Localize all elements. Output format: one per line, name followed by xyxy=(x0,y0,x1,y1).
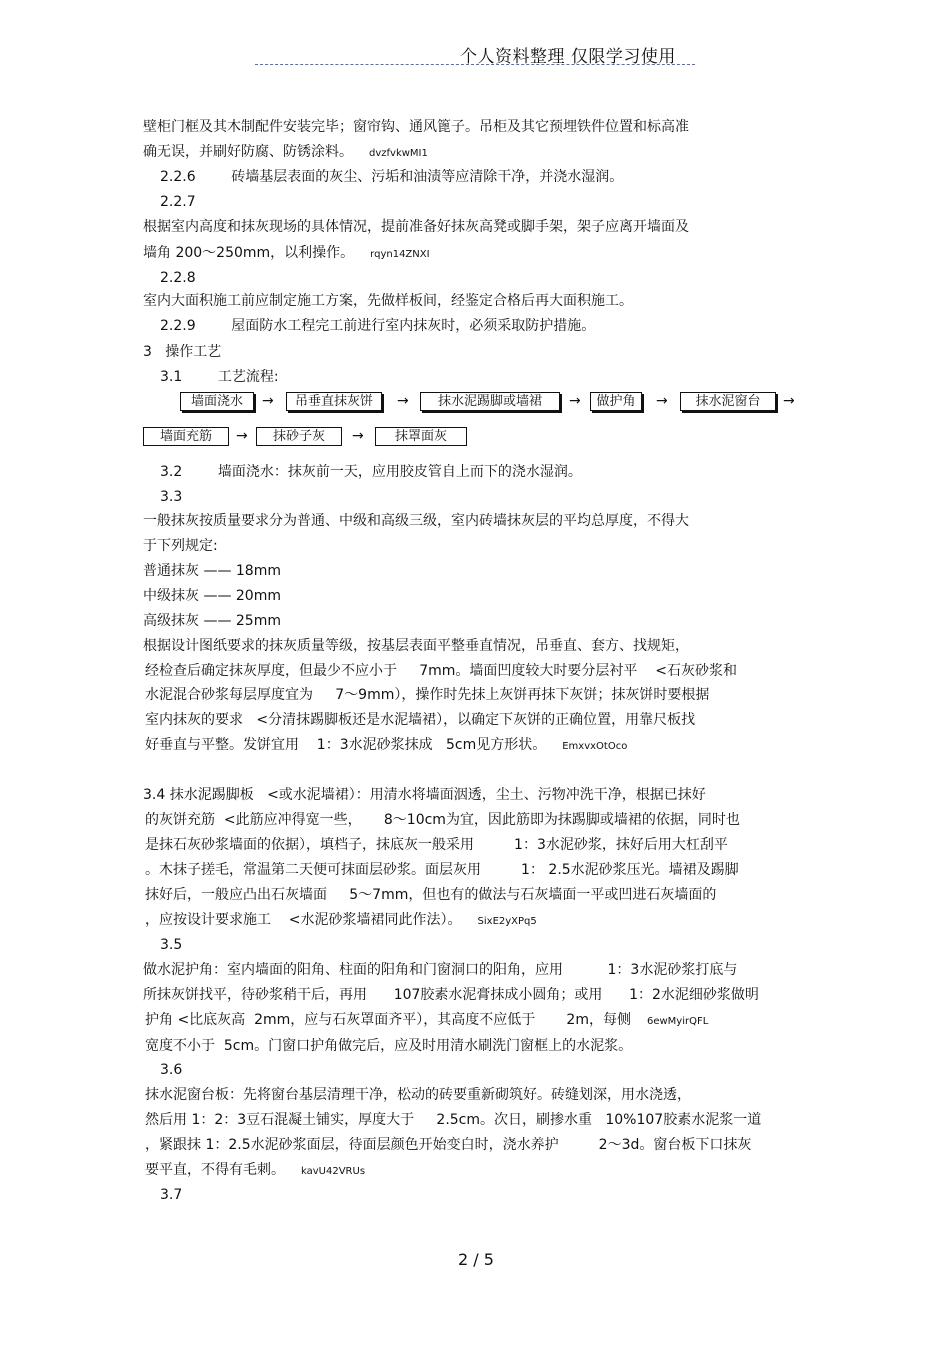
page-header: 个人资料整理 仅限学习使用 xyxy=(460,47,676,67)
line-text: 3.3 xyxy=(160,489,183,505)
text-line xyxy=(145,1037,632,1055)
line-text: 2.2.7 xyxy=(160,194,196,210)
text-line xyxy=(145,886,716,904)
line-text: 根据设计图纸要求的抹灰质量等级，按基层表面平整垂直情况，吊垂直、套方、找规矩， xyxy=(143,638,689,654)
line-text: 的灰饼充筋 <此筋应冲得宽一些， 8～10cm为宜，因此筋即为抹踢脚或墙裙的依据，同时也 xyxy=(145,812,740,828)
line-text: 根据室内高度和抹灰现场的具体情况，提前准备好抹灰高凳或脚手架，架子应离开墙面及 xyxy=(143,219,689,235)
line-text: 抹好后，一般应凸出石灰墙面 5～7mm，但也有的做法与石灰墙面一平或凹进石灰墙面的 xyxy=(145,887,717,903)
line-text: 2.2.9 屋面防水工程完工前进行室内抹灰时，必须采取防护措施。 xyxy=(160,318,596,334)
text-line xyxy=(145,911,537,931)
text-line xyxy=(145,861,739,879)
header-underline xyxy=(255,64,695,65)
line-text: 3 操作工艺 xyxy=(143,344,222,360)
doc-code: dvzfvkwMI1 xyxy=(369,148,428,159)
text-line xyxy=(160,368,279,386)
line-text: 2.2.6 砖墙基层表面的灰尘、污垢和油渍等应清除干净，并浇水湿润。 xyxy=(160,169,624,185)
flow-step-2: 吊垂直抹灰饼 xyxy=(286,392,382,411)
line-text: 普通抹灰 —— 18mm xyxy=(143,563,281,579)
doc-code: rqyn14ZNXI xyxy=(370,249,430,260)
text-line xyxy=(160,1186,182,1204)
text-line xyxy=(160,168,623,186)
flow-step-6: 墙面充筋 xyxy=(143,427,229,446)
text-line xyxy=(143,244,430,264)
flow-step-3: 抹水泥踢脚或墙裙 xyxy=(420,392,560,411)
line-text: 然后用 1：2：3豆石混凝土铺实，厚度大于 2.5cm。次日，刷掺水重 10%107胶素水泥浆一道 xyxy=(145,1112,762,1128)
line-text: 经检查后确定抹灰厚度，但最少不应小于 7mm。墙面凹度较大时要分层衬平 <石灰砂浆和 xyxy=(145,663,737,679)
text-line xyxy=(143,786,706,804)
line-text: 室内大面积施工前应制定施工方案，先做样板间，经鉴定合格后再大面积施工。 xyxy=(143,293,633,309)
text-line xyxy=(160,463,582,481)
flow-arrow: → xyxy=(783,393,795,409)
line-text: 是抹石灰砂浆墙面的依据），填档子，抹底灰一般采用 1：3水泥砂浆，抹好后用大杠刮平 xyxy=(145,837,728,853)
flow-arrow: → xyxy=(352,428,364,444)
line-text: 要平直，不得有毛刺。 xyxy=(145,1162,285,1178)
line-text: 3.1 工艺流程: xyxy=(160,369,279,385)
text-line xyxy=(160,269,196,287)
line-text: 高级抹灰 —— 25mm xyxy=(143,613,281,629)
flow-step-5: 抹水泥窗台 xyxy=(680,392,776,411)
text-line xyxy=(145,1111,761,1129)
text-line xyxy=(160,936,182,954)
line-text: 墙角 200～250mm，以利操作。 xyxy=(143,245,355,261)
line-text: 护角 <比底灰高 2mm，应与石灰罩面齐平），其高度不应低于 2m，每侧 xyxy=(145,1012,631,1028)
text-line xyxy=(145,1136,751,1154)
line-text: 2.2.8 xyxy=(160,270,196,286)
doc-code: SixE2yXPq5 xyxy=(477,916,537,927)
line-text: 室内抹灰的要求 <分清抹踢脚板还是水泥墙裙），以确定下灰饼的正确位置，用靠尺板找 xyxy=(145,712,696,728)
text-line xyxy=(160,488,182,506)
text-line xyxy=(143,986,759,1004)
text-line xyxy=(143,218,689,236)
flow-arrow: → xyxy=(262,393,274,409)
flow-step-4: 做护角 xyxy=(590,392,642,411)
line-text: 3.2 墙面浇水：抹灰前一天，应用胶皮管自上而下的浇水湿润。 xyxy=(160,464,582,480)
flow-step-1: 墙面浇水 xyxy=(180,392,254,411)
flow-arrow: → xyxy=(569,393,581,409)
text-line xyxy=(143,961,737,979)
text-line xyxy=(143,118,689,136)
flow-arrow: → xyxy=(236,428,248,444)
flow-arrow: → xyxy=(397,393,409,409)
text-line xyxy=(143,637,689,655)
text-line xyxy=(143,292,633,310)
text-line xyxy=(160,317,595,335)
text-line xyxy=(160,1061,182,1079)
line-text: 确无误，并刷好防腐、防锈涂料。 xyxy=(143,144,353,160)
text-line xyxy=(143,562,281,580)
text-line xyxy=(145,662,737,680)
text-line xyxy=(145,711,695,729)
line-text: 水泥混合砂浆每层厚度宜为 7～9mm），操作时先抹上灰饼再抹下灰饼；抹灰饼时要根据 xyxy=(145,687,710,703)
text-line xyxy=(160,193,196,211)
line-text: 3.7 xyxy=(160,1187,183,1203)
line-text: ，紧跟抹 1：2.5水泥砂浆面层，待面层颜色开始变白时，浇水养护 2～3d。窗台板下口抹灰 xyxy=(145,1137,752,1153)
flow-step-7: 抹砂子灰 xyxy=(256,427,342,446)
text-line xyxy=(145,686,709,704)
doc-code: kavU42VRUs xyxy=(301,1166,366,1177)
flow-step-8: 抹罩面灰 xyxy=(375,427,467,446)
text-line xyxy=(143,587,281,605)
text-line xyxy=(143,512,689,530)
text-line xyxy=(145,1161,365,1181)
line-text: ，应按设计要求施工 <水泥砂浆墙裙同此作法）。 xyxy=(145,912,462,928)
text-line xyxy=(145,1086,691,1104)
line-text: 3.4 抹水泥踢脚板 <或水泥墙裙）：用清水将墙面洇透，尘土、污物冲洗干净，根据已抹好 xyxy=(143,787,706,803)
text-line xyxy=(145,1011,708,1031)
line-text: 中级抹灰 —— 20mm xyxy=(143,588,281,604)
line-text: 做水泥护角：室内墙面的阳角、柱面的阳角和门窗洞口的阳角，应用 1：3水泥砂浆打底与 xyxy=(143,962,738,978)
line-text: 所抹灰饼找平，待砂浆稍干后，再用 107胶素水泥膏抹成小圆角；或用 1：2水泥细砂浆做明 xyxy=(143,987,759,1003)
doc-code: 6ewMyirQFL xyxy=(646,1016,709,1027)
line-text: 抹水泥窗台板：先将窗台基层清理干净，松动的砖要重新砌筑好。砖缝划深，用水浇透， xyxy=(145,1087,691,1103)
line-text: 好垂直与平整。发饼宜用 1：3水泥砂浆抹成 5cm见方形状。 xyxy=(145,737,547,753)
text-line xyxy=(143,537,218,555)
line-text: 一般抹灰按质量要求分为普通、中级和高级三级，室内砖墙抹灰层的平均总厚度，不得大 xyxy=(143,513,689,529)
line-text: 于下列规定: xyxy=(143,538,218,554)
line-text: 壁柜门框及其木制配件安装完毕；窗帘钩、通风篦子。吊柜及其它预埋铁件位置和标高准 xyxy=(143,119,689,135)
line-text: 3.6 xyxy=(160,1062,183,1078)
doc-code: EmxvxOtOco xyxy=(562,741,628,752)
line-text: 。木抹子搓毛，常温第二天便可抹面层砂浆。面层灰用 1： 2.5水泥砂浆压光。墙裙及踢脚 xyxy=(145,862,739,878)
flow-arrow: → xyxy=(656,393,668,409)
text-line xyxy=(145,811,740,829)
text-line xyxy=(145,836,728,854)
text-line xyxy=(143,612,281,630)
line-text: 3.5 xyxy=(160,937,183,953)
text-line xyxy=(145,736,627,756)
text-line xyxy=(143,143,428,163)
text-line xyxy=(143,343,221,361)
page-number: 2 / 5 xyxy=(458,1250,494,1269)
line-text: 宽度不小于 5cm。门窗口护角做完后，应及时用清水刷洗门窗框上的水泥浆。 xyxy=(145,1038,633,1054)
